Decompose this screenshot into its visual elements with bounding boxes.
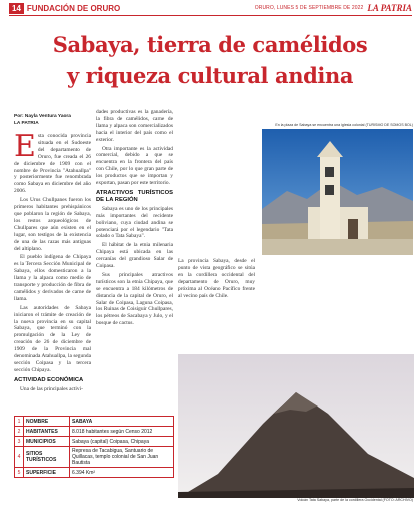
caption-text: En la plaza de Sabaya se encuentra una iglesia colonial bbox=[275, 123, 365, 127]
byline-paper: LA PATRIA bbox=[14, 121, 39, 126]
caption-text: Volcán Tata Sabaya, parte de la cordillera Occidental bbox=[297, 498, 382, 502]
table-row bbox=[15, 447, 174, 468]
table-row bbox=[15, 468, 174, 478]
caption-credit: (TURISMO DE SOMOS BOL) bbox=[365, 123, 413, 127]
paragraph: Sus principales atractivos turísticos son la etnia Chipaya, que se encuentra a 184 kilómetros de distancia de la capital de Oruro, el Salar de Coipasa, Laguna Coipasa, los Ruinas de Coisiguir Chullpares, los pétreos de Sacabaya y Julo, y el bosque de cactus. bbox=[96, 271, 173, 327]
paragraph: dades productivas es la ganadería, la fibra de camélidos, carne de llama y alpaca son comercializados hacia el interior del país como el exterior. bbox=[96, 109, 173, 143]
paragraph: El hábitat de la etnia milenaria Chipaya está ubicada en las cercanías del grandioso Salar de Coipasa. bbox=[96, 242, 173, 270]
paragraph: Los Urus Chullpanes fueron los primeros habitantes prehispánicos que poblaron la región de Sabaya, los restos arqueológicos de Chullpares que aún existen en el lugar, son testigos de la existencia de una de las razas más antiguas del altiplano. bbox=[14, 197, 91, 252]
article-column-1 bbox=[14, 129, 91, 395]
table-row bbox=[15, 427, 174, 437]
church-illustration bbox=[262, 129, 413, 255]
byline bbox=[14, 113, 71, 127]
row-key: MUNICIPIOS bbox=[24, 437, 70, 447]
row-key: NOMBRE bbox=[24, 417, 70, 427]
row-value: 6.394 Km² bbox=[70, 468, 174, 478]
row-number: 2 bbox=[15, 427, 24, 437]
row-value: 8.018 habitantes según Censo 2012 bbox=[70, 427, 174, 437]
paragraph: El pueblo indígena de Chipaya es la Tercera Sección Municipal de Sabaya, ellos domesticaron a la llama y la alpaca como medio de transporte y producción de fibra de camélidos y derivados de carne de llama. bbox=[14, 254, 91, 302]
caption-credit: (FOTO: ARCHIVO) bbox=[382, 498, 413, 502]
row-key: SITIOS TURÍSTICOS bbox=[24, 447, 70, 468]
church-photo bbox=[262, 129, 413, 255]
header-rule bbox=[9, 15, 412, 16]
row-value: SABAYA bbox=[70, 417, 174, 427]
paragraph-text: sta conocida provincia situada en el Sudoeste del departamento de Oruro, fue creada el 26 de diciembre de 1909 con el nombre de Provincia "Atahuallpa" y posteriormente fue renombrada como Sabaya en diciembre del año 2006. bbox=[14, 133, 91, 195]
header-right bbox=[255, 2, 412, 14]
table-row bbox=[15, 417, 174, 427]
paragraph bbox=[14, 129, 91, 195]
paragraph: Otra importante es la actividad comercial, debido a que se encuentra en la frontera del país con Chile, por lo que gran parte de los productos que se importan y exportan, pasan por este territorio. bbox=[96, 145, 173, 187]
info-table bbox=[14, 416, 174, 478]
dateline: ORURO, LUNES 5 DE SEPTIEMBRE DE 2022 bbox=[254, 5, 364, 11]
header-left bbox=[9, 2, 120, 14]
paragraph: Una de las principales activi- bbox=[20, 385, 83, 392]
page-number: 14 bbox=[9, 3, 24, 14]
byline-author: Por: Nayla Ventura Yaora bbox=[14, 114, 71, 119]
headline-line-1: Sabaya, tierra de camélidos bbox=[52, 32, 368, 57]
page-header bbox=[0, 0, 420, 16]
photo-caption-volcano bbox=[265, 498, 413, 502]
photo-caption-church bbox=[262, 123, 413, 127]
row-value: Represa de Tacabigua, Santuario de Quillacas, templo colonial de San Juan Bautista bbox=[70, 447, 174, 468]
subheading: ATRACTIVOS TURÍSTICOS DE LA REGIÓN bbox=[96, 189, 173, 203]
row-key: SUPERFICIE bbox=[24, 468, 70, 478]
newspaper-name: LA PATRIA bbox=[367, 3, 412, 13]
subheading: ACTIVIDAD ECONÓMICA bbox=[14, 376, 84, 383]
drop-cap: E bbox=[14, 129, 36, 164]
row-number: 5 bbox=[15, 468, 24, 478]
volcano-photo bbox=[178, 354, 414, 498]
row-number: 3 bbox=[15, 437, 24, 447]
volcano-illustration bbox=[178, 354, 414, 498]
row-number: 1 bbox=[15, 417, 24, 427]
row-key: HABITANTES bbox=[24, 427, 70, 437]
headline-line-2: y riqueza cultural andina bbox=[66, 63, 354, 88]
paragraph: La provincia Sabaya, desde el punto de vista geográfico se sitúa en la cordillera occidental del departamento de Oruro, muy próxima al Océano Pacífico frente al vecino país de Chile. bbox=[178, 258, 255, 299]
paragraph: Sabaya es uno de los principales más importantes del recidente boliviano, cuya ciudad andina se potenciará por el legendario "Tata solado o Tata Sabaya". bbox=[96, 205, 173, 240]
row-value: Sabaya (capital) Coipasa, Chipaya bbox=[70, 437, 174, 447]
article-column-2 bbox=[96, 109, 173, 329]
section-name: FUNDACIÓN DE ORURO bbox=[26, 3, 121, 13]
row-number: 4 bbox=[15, 447, 24, 468]
article-column-3 bbox=[178, 258, 255, 301]
table-row bbox=[15, 437, 174, 447]
paragraph: Las autoridades de Sabaya iniciaron el trámite de creación de la nueva provincia en su capital Sabaya, que terminó con la promulgación de la Ley de creación de 26 de diciembre de 1909 de la Provincia mal denominada Atahuallpa, la segunda sección Coipasa y la tercera sección Chipaya. bbox=[14, 304, 91, 373]
